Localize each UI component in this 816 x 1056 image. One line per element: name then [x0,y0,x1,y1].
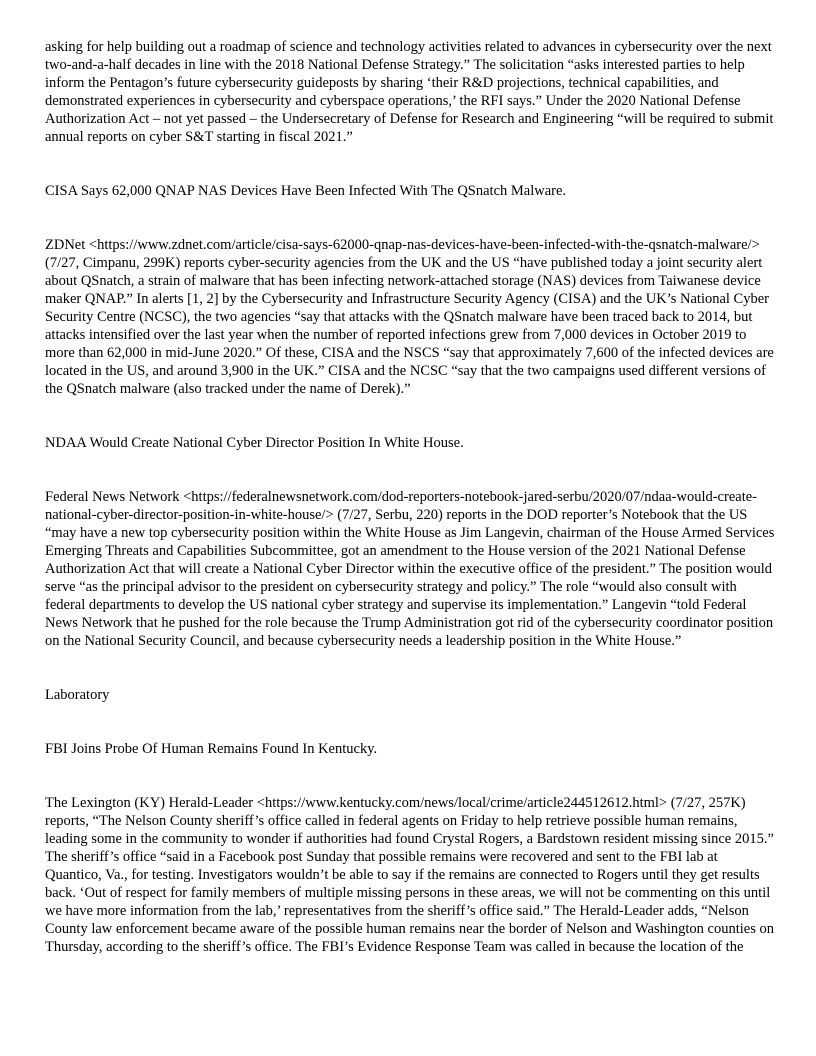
paragraph-gap [45,452,775,488]
paragraph-gap [45,200,775,236]
paragraph-gap [45,758,775,794]
paragraph-gap [45,398,775,434]
paragraph-cyber-st-roadmap: asking for help building out a roadmap of science and technology activities related to advances in cybersecurity over the next two-and-a-half decades in line with the 2018 National Defense Strategy.” The solicitation “asks interested parties to help inform the Pentagon’s future cybersecurity guideposts by sharing ‘their R&D projections, technical capabilities, and demonstrated experiences in cybersecurity and cyberspace operations,’ the RFI says.” Under the 2020 National Defense Authorization Act – not yet passed – the Undersecretary of Defense for Research and Engineering “will be required to submit annual reports on cyber S&T starting in fiscal 2021.” [45,39,774,145]
headline-fbi-kentucky: FBI Joins Probe Of Human Remains Found In Kentucky. [45,741,378,757]
headline-cisa-qsnatch: CISA Says 62,000 QNAP NAS Devices Have Been Infected With The QSnatch Malware. [45,183,567,199]
paragraph-gap [45,704,775,740]
paragraph-gap [45,146,775,182]
document-page [45,38,775,956]
paragraph-herald-leader: The Lexington (KY) Herald-Leader <https://www.kentucky.com/news/local/crime/article244512612.html> (7/27, 257K) reports, “The Nelson County sheriff’s office called in federal agents on Friday to help retrieve possible human remains, leading some in the community to wonder if authorities had found Crystal Rogers, a Bardstown resident missing since 2015.” The sheriff’s office “said in a Facebook post Sunday that possible remains were recovered and sent to the FBI lab at Quantico, Va., for testing. Investigators wouldn’t be able to say if the remains are connected to Rogers until they get results back. ‘Out of respect for family members of multiple missing persons in these areas, we will not be commenting on this until we have more information from the lab,’ representatives from the sheriff’s office said.” The Herald-Leader adds, “Nelson County law enforcement became aware of the possible human remains near the border of Nelson and Washington counties on Thursday, according to the sheriff’s office. The FBI’s Evidence Response Team was called in because the location of the [45,795,774,955]
paragraph-zdnet-qsnatch: ZDNet <https://www.zdnet.com/article/cisa-says-62000-qnap-nas-devices-have-been-infected-with-the-qsnatch-malware/> (7/27, Cimpanu, 299K) reports cyber-security agencies from the UK and the US “have published today a joint security alert about QSnatch, a strain of malware that has been infecting network-attached storage (NAS) devices from Taiwanese device maker QNAP.” In alerts [1, 2] by the Cybersecurity and Infrastructure Security Agency (CISA) and the UK’s National Cyber Security Centre (NCSC), the two agencies “say that attacks with the QSnatch malware have been traced back to 2014, but attacks intensified over the last year when the number of reported infections grew from 7,000 devices in October 2019 to more than 62,000 in mid-June 2020.” Of these, CISA and the NSCS “say that approximately 7,600 of the infected devices are located in the US, and around 3,900 in the UK.” CISA and the NCSC “say that the two campaigns used different versions of the QSnatch malware (also tracked under the name of Derek).” [45,237,774,397]
paragraph-federal-news-network: Federal News Network <https://federalnewsnetwork.com/dod-reporters-notebook-jared-serbu/2020/07/ndaa-would-create-national-cyber-director-position-in-white-house/> (7/27, Serbu, 220) reports in the DOD reporter’s Notebook that the US “may have a new top cybersecurity position within the White House as Jim Langevin, chairman of the House Armed Services Emerging Threats and Capabilities Subcommittee, got an amendment to the House version of the 2021 National Defense Authorization Act that will create a National Cyber Director within the executive office of the president.” The position would serve “as the principal advisor to the president on cybersecurity strategy and policy.” The role “would also consult with federal departments to develop the US national cyber strategy and supervise its implementation.” Langevin “told Federal News Network that he pushed for the role because the Trump Administration got rid of the cybersecurity coordinator position on the National Security Council, and because cybersecurity needs a leadership position in the White House.” [45,489,775,649]
section-heading-laboratory: Laboratory [45,687,110,703]
paragraph-gap [45,650,775,686]
headline-ndaa-cyber-director: NDAA Would Create National Cyber Director Position In White House. [45,435,464,451]
